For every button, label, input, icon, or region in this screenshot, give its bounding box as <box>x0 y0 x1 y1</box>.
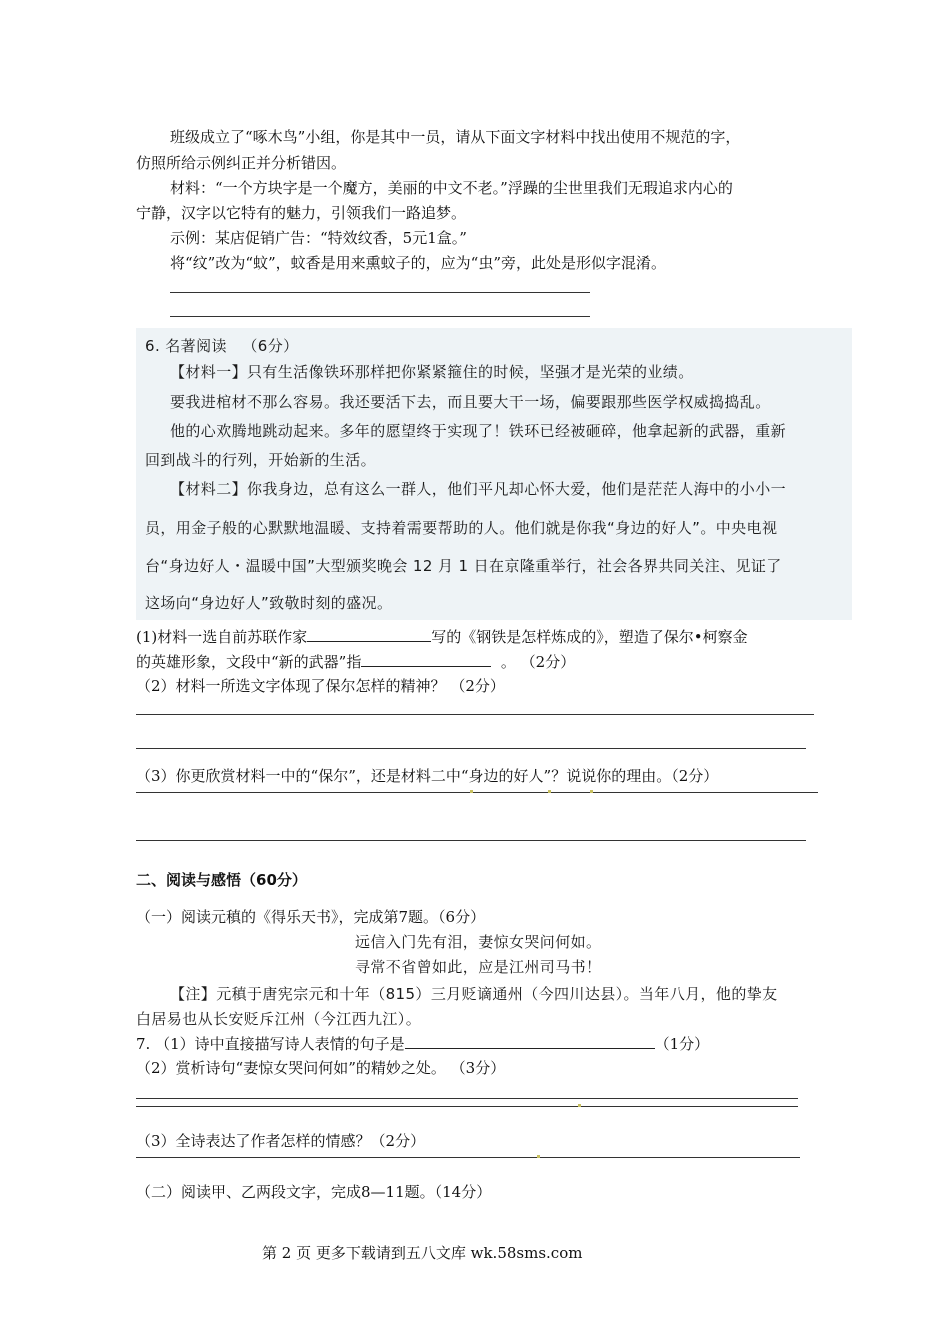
answer-line[interactable] <box>136 748 806 749</box>
q7-1-blank[interactable] <box>405 1033 655 1049</box>
q6-3-question: （3）你更欣赏材料一中的“保尔”，还是材料二中“身边的好人”？说说你的理由。（2分） <box>136 767 719 785</box>
q6-1-text-d: 。 （2分） <box>500 653 576 671</box>
q7-2-question: （2）赏析诗句“妻惊女哭问何如”的精妙之处。 （3分） <box>136 1059 506 1077</box>
q6-1-text-c: 的英雄形象，文段中“新的武器”指 <box>136 653 362 671</box>
q7-1-text: 7. （1）诗中直接描写诗人表情的句子是 <box>136 1035 405 1053</box>
material-2-line-4: 这场向“身边好人”致敬时刻的盛况。 <box>145 594 393 612</box>
speck <box>578 1104 581 1107</box>
speck <box>537 1155 540 1158</box>
q6-1-line-2 <box>136 651 575 672</box>
weapon-blank[interactable] <box>361 651 491 667</box>
poem-line-1: 远信入门先有泪，妻惊女哭问何如。 <box>355 933 602 951</box>
answer-line[interactable] <box>136 792 818 793</box>
intro-line-1: 班级成立了“啄木鸟”小组，你是其中一员，请从下面文字材料中找出使用不规范的字， <box>170 128 741 146</box>
answer-line[interactable] <box>170 292 590 293</box>
q6-heading <box>145 336 299 356</box>
material-2-line-1: 【材料二】你我身边，总有这么一群人，他们平凡却心怀大爱，他们是茫茫人海中的小小一 <box>170 480 787 498</box>
q6-1-text-a: (1)材料一选自前苏联作家 <box>136 628 308 646</box>
material-1-line-2: 要我进棺材不那么容易。我还要活下去，而且要大干一场，偏要跟那些医学权威捣捣乱。 <box>170 393 771 411</box>
speck <box>590 790 593 793</box>
answer-line[interactable] <box>136 714 814 715</box>
material-2-line-2: 员，用金子般的心默默地温暖、支持着需要帮助的人。他们就是你我“身边的好人”。中央电视 <box>145 519 778 537</box>
q7-1-score: （1分） <box>654 1035 710 1053</box>
note-line-2: 白居易也从长安贬斥江州（今江西九江）。 <box>136 1010 422 1028</box>
material-line-1: 材料：“一个方块字是一个魔方，美丽的中文不老。”浮躁的尘世里我们无瑕追求内心的 <box>170 179 733 197</box>
speck <box>548 790 551 793</box>
answer-line[interactable] <box>136 1106 798 1107</box>
speck <box>470 790 473 793</box>
q6-title: 6. 名著阅读 <box>145 337 227 355</box>
note-line-1: 【注】元稹于唐宪宗元和十年（815）三月贬谪通州（今四川达县）。当年八月，他的挚友 <box>170 985 778 1003</box>
answer-line[interactable] <box>136 1157 800 1158</box>
material-1-line-4: 回到战斗的行列，开始新的生活。 <box>145 451 377 469</box>
poem-line-2: 寻常不省曾如此，应是江州司马书！ <box>355 958 602 976</box>
material-1-line-3: 他的心欢腾地跳动起来。多年的愿望终于实现了！铁环已经被砸碎，他拿起新的武器，重新 <box>170 422 787 440</box>
page-footer: 第 2 页 更多下载请到五八文库 wk.58sms.com <box>262 1244 583 1262</box>
part2-sub2: （二）阅读甲、乙两段文字，完成8—11题。（14分） <box>136 1183 492 1201</box>
answer-line[interactable] <box>136 840 806 841</box>
intro-line-2: 仿照所给示例纠正并分析错因。 <box>136 154 347 172</box>
q7-1 <box>136 1033 709 1054</box>
part2-heading: 二、阅读与感悟（60分） <box>136 871 307 889</box>
material-1-line-1: 【材料一】只有生活像铁环那样把你紧紧箍住的时候，坚强才是光荣的业绩。 <box>170 363 694 381</box>
q7-3-question: （3）全诗表达了作者怎样的情感？（2分） <box>136 1132 426 1150</box>
author-blank[interactable] <box>307 626 431 642</box>
material-line-2: 宁静，汉字以它特有的魅力，引领我们一路追梦。 <box>136 204 467 222</box>
q6-2-question: （2）材料一所选文字体现了保尔怎样的精神？ （2分） <box>136 677 505 695</box>
example-explain: 将“纹”改为“蚊”，蚊香是用来熏蚊子的，应为“虫”旁，此处是形似字混淆。 <box>170 254 667 272</box>
part2-sub1: （一）阅读元稹的《得乐天书》，完成第7题。（6分） <box>136 908 486 926</box>
answer-line[interactable] <box>136 1098 798 1099</box>
q6-score: （6分） <box>242 337 299 355</box>
material-2-line-3: 台“身边好人・温暖中国”大型颁奖晚会 12 月 1 日在京隆重举行，社会各界共同关注、见证了 <box>145 557 782 575</box>
answer-line[interactable] <box>170 316 590 317</box>
q6-1-text-b: 写的《钢铁是怎样炼成的》，塑造了保尔•柯察金 <box>431 628 748 646</box>
q6-1-line-1 <box>136 626 748 647</box>
example-line: 示例：某店促销广告：“特效纹香，5元1盒。” <box>170 229 467 247</box>
